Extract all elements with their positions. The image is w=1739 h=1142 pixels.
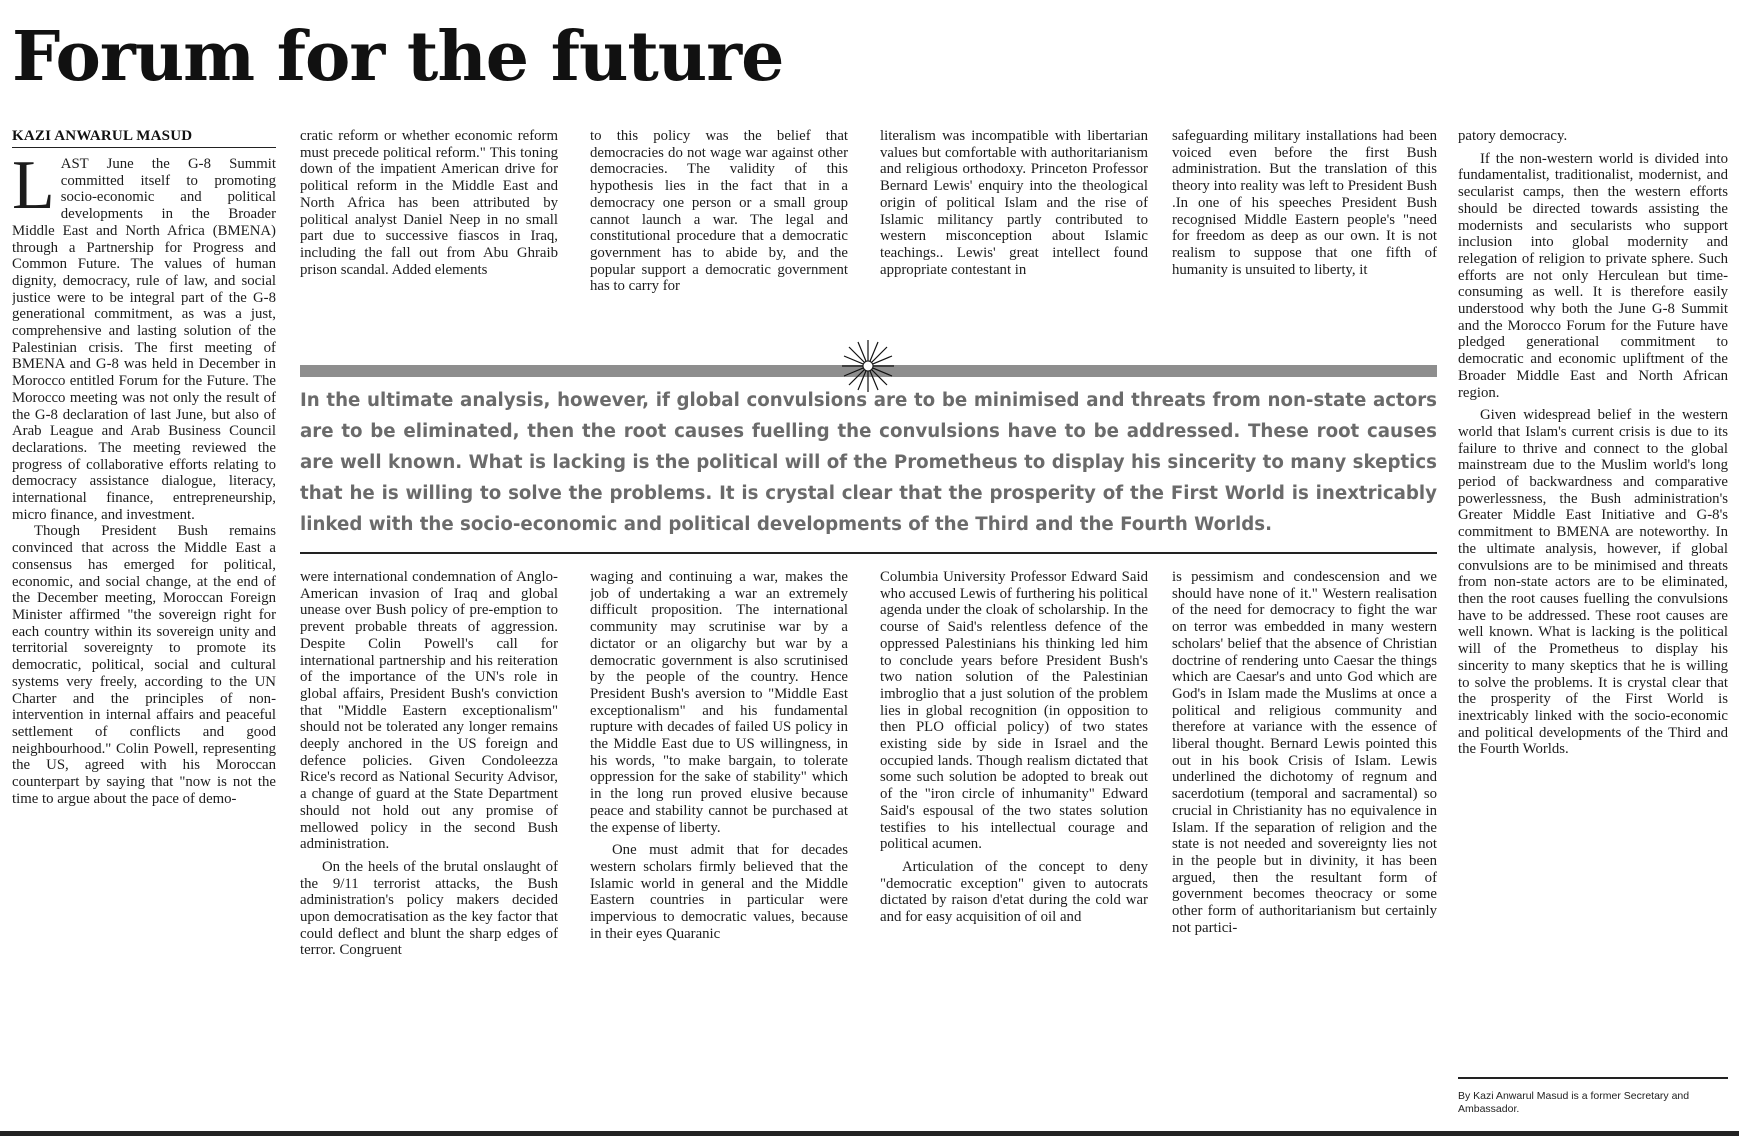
paragraph: waging and continuing a war, makes the job of undertaking a war an extremely difficult proposition. The international community may scrutinise war by a dictator or an oligarchy but war by a democratic government is also scrutinised by the people of the country. Hence President Bush's aversion to "Middle East exceptionalism" and his fundamental rupture with decades of failed US policy in the Middle East due to US willingness, in his words, "to make bargain, to tolerate oppression for the sake of stability" which in the long run proved elusive because peace and stability cannot be purchased at the expense of liberty. [590,569,848,836]
paragraph: literalism was incompatible with libertarian values but comfortable with authoritarianism and religious orthodoxy. Princeton Professor Bernard Lewis' enquiry into the theological origin of political Islam and the rise of Islamic militancy partly contributed to western misconception about Islamic teachings.. Lewis' great intellect found appropriate contestant in [880,128,1148,278]
paragraph: Columbia University Professor Edward Said who accused Lewis of furthering his political agenda under the cloak of scholarship. In the course of Said's relentless defence of the oppressed Palestinians his thinking led him to conclude years before President Bush's two nation solution of the Palestinian imbroglio that a just solution of the problem lies in global recognition (in opposition to then PLO official policy) of two states existing side by side in Israel and the occupied lands. Though realism dictated that some such solution be adopted to break out of the "iron circle of inhumanity" Edward Said's espousal of the two states solution testifies to his intellectual courage and political acumen. [880,569,1148,853]
paragraph: Articulation of the concept to deny "democratic exception" given to autocrats dictated by raison d'etat during the cold war and for easy acquisition of oil and [880,858,1148,926]
column-5-top [1172,128,1437,342]
bottom-rule [0,1131,1739,1136]
footnote-rule [1458,1077,1728,1079]
paragraph: safeguarding military installations had been voiced even before the first Bush administration. But the translation of this theory into reality was left to President Bush .In one of his speeches President Bush recognised Middle Eastern people's "need for freedom as deep as our own. It is not realism to suppose that one fifth of humanity is unsuited to liberty, it [1172,128,1437,278]
column-4-bottom [880,569,1148,1119]
column-6 [1458,128,1728,1070]
paragraph: patory democracy. [1458,128,1568,144]
column-5-bottom [1172,569,1437,1119]
paragraph: On the heels of the brutal onslaught of the 9/11 terrorist attacks, the Bush administration's policy makers decided upon democratisation as the key factor that could deflect and blunt the sharp edges of terror. Congruent [300,858,558,959]
column-1 [12,156,276,1116]
column-4-top [880,128,1148,342]
column-2-bottom [300,569,558,1119]
author-note: By Kazi Anwarul Masud is a former Secretary and Ambassador. [1458,1090,1690,1115]
paragraph: AST June the G-8 Summit committed itself to promoting socio-economic and political developments in the Broader Middle East and North Africa (BMENA) through a Partnership for Progress and Common Future. The values of human dignity, democracy, rule of law, and social justice were to be integral part of the G-8 generational commitment, as was a just, comprehensive and lasting solution of the Palestinian crisis. The first meeting of BMENA and G-8 was held in December in Morocco entitled Forum for the Future. The Morocco meeting was not only the result of the G-8 declaration of last June, but also of Arab League and Arab Business Council declarations. The meeting reviewed the progress of collaborative efforts relating to democracy assistance dialogue, literacy, international finance, entrepreneurship, micro finance, and investment. [12,156,276,523]
column-3-top [590,128,848,342]
paragraph: Given widespread belief in the western world that Islam's current crisis is due to its failure to thrive and connect to the global mainstream due to the Muslim world's long period of backwardness and comparative powerlessness, the Bush administration's Greater Middle East Initiative and G-8's commitment to BMENA are noteworthy. In the ultimate analysis, however, if global convulsions are to be minimised and threats from non-state actors are to be eliminated, then the root causes fuelling the convulsions have to be addressed. These root causes are well known. What is lacking is the political will of the Prometheus to display his sincerity to many skeptics that he is willing to solve the problems. It is crystal clear that the prosperity of the First World is inextricably linked with the socio-economic and political developments of the Third and the Fourth Worlds. [1458,407,1728,758]
pull-quote: In the ultimate analysis, however, if global convulsions are to be minimised and threats from non-state actors are to be eliminated, then the root causes fuelling the convulsions have to be addressed. These root causes are well known. What is lacking is the political will of the Prometheus to display his sincerity to many skeptics that he is willing to solve the problems. It is crystal clear that the prosperity of the First World is inextricably linked with the socio-economic and political developments of the Third and the Fourth Worlds. [300,390,1437,535]
paragraph: One must admit that for decades western scholars firmly believed that the Islamic world in general and the Middle Eastern countries in particular were impervious to democratic values, because in their eyes Quaranic [590,842,848,942]
paragraph: were international condemnation of Anglo-American invasion of Iraq and global unease over Bush policy of pre-emption to prevent probable threats of aggression. Despite Colin Powell's call for international partnership and his reiteration of the importance of the UN's role in global affairs, President Bush's conviction that "Middle Eastern exceptionalism" should not be tolerated any longer remains deeply anchored in the US foreign and defence policies. Given Condoleezza Rice's record as National Security Advisor, a change of guard at the State Department should not hold out any promise of mellowed policy in the second Bush administration. [300,569,558,853]
column-2-top [300,128,558,342]
paragraph: If the non-western world is divided into fundamentalist, traditionalist, modernist, and secularist camps, then the western efforts should be directed towards assisting the modernists and secularists who support inclusion into global modernity and relegation of religion to private sphere. Such efforts are not only Herculean but time-consuming as well. It is therefore easily understood why both the June G-8 Summit and the Morocco Forum for the Future have pledged generational commitment to democratic and economic upliftment of the Broader Middle East and North African region. [1458,150,1728,401]
pull-quote-rule [300,552,1437,554]
paragraph: cratic reform or whether economic reform must precede political reform." This toning down of the impatient American drive for political reform in the Middle East and North Africa has been attributed by political analyst Daniel Neep in no small part due to successive fiascos in Iraq, including the fall out from Abu Ghraib prison scandal. Added elements [300,128,558,278]
byline: KAZI ANWARUL MASUD [12,128,276,148]
paragraph: to this policy was the belief that democracies do not wage war against other democracies. The validity of this hypothesis lies in the fact that in a democracy one person or a small group cannot launch a war. The legal and constitutional procedure that a democratic government has to abide by, and the popular support a democratic government has to carry for [590,128,848,295]
drop-cap: L [12,156,55,224]
column-3-bottom [590,569,848,1119]
paragraph: is pessimism and condescension and we should have none of it." Western realisation of the need for democracy to fight the war on terror was embedded in many western scholars' belief that the absence of Christian doctrine of rendering unto Caesar the things which are Caesar's and unto God which are God's in Islam made the Muslims at once a political and religious community and therefore at variance with the essence of liberal thought. Bernard Lewis pointed this out in his book Crisis of Islam. Lewis underlined the dichotomy of regnum and sacerdotium (temporal and sacramental) so crucial in Christianity has no equivalence in Islam. If the separation of religion and the state is not needed and sovereignty lies not in the people but in divinity, it has been argued, then the resultant form of government becomes theocracy or some other form of authoritarianism but certainly not partici- [1172,569,1437,936]
headline: Forum for the future [12,17,784,97]
paragraph: Though President Bush remains convinced that across the Middle East a consensus has emerged for political, economic, and social change, at the end of the December meeting, Moroccan Foreign Minister affirmed "the sovereign right for each country within its sovereign unity and territorial sovereignty to promote its democratic, political, social and cultural systems very freely, according to the UN Charter and the principles of non-intervention in internal affairs and peaceful settlement of conflicts and good neighbourhood." Colin Powell, representing the US, agreed with his Moroccan counterpart by saying that "now is not the time to argue about the pace of demo- [12,523,276,807]
